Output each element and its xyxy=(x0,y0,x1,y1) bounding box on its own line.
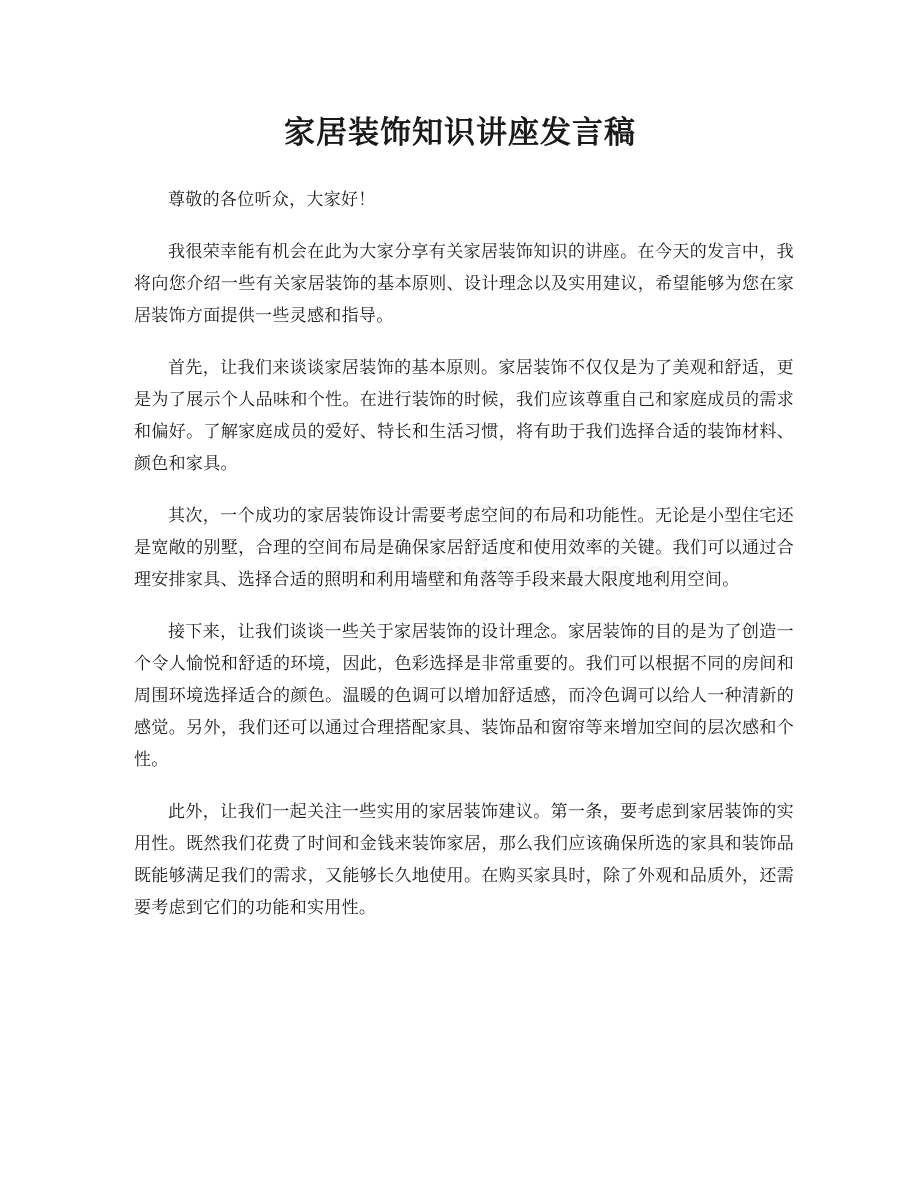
paragraph-practical-advice: 此外，让我们一起关注一些实用的家居装饰建议。第一条，要考虑到家居装饰的实用性。既然我们花费了时间和金钱来装饰家居，那么我们应该确保所选的家具和装饰品既能够满足我们的需求，又能够长久地使用。在购买家具时，除了外观和品质外，还需要考虑到它们的功能和实用性。 xyxy=(134,802,794,918)
paragraph-basic-principles: 首先，让我们来谈谈家居装饰的基本原则。家居装饰不仅仅是为了美观和舒适，更是为了展示个人品味和个性。在进行装饰的时候，我们应该尊重自己和家庭成员的需求和偏好。了解家庭成员的爱好、特长和生活习惯，将有助于我们选择合适的装饰材料、颜色和家具。 xyxy=(134,358,794,474)
paragraph-greeting: 尊敬的各位听众，大家好！ xyxy=(168,190,376,210)
paragraph-design-concept: 接下来，让我们谈谈一些关于家居装饰的设计理念。家居装饰的目的是为了创造一个令人愉悦和舒适的环境，因此，色彩选择是非常重要的。我们可以根据不同的房间和周围环境选择适合的颜色。温暖的色调可以增加舒适感，而冷色调可以给人一种清新的感觉。另外，我们还可以通过合理搭配家具、装饰品和窗帘等来增加空间的层次感和个性。 xyxy=(134,622,794,770)
paragraph-introduction: 我很荣幸能有机会在此为大家分享有关家居装饰知识的讲座。在今天的发言中，我将向您介绍一些有关家居装饰的基本原则、设计理念以及实用建议，希望能够为您在家居装饰方面提供一些灵感和指导。 xyxy=(134,242,794,326)
document-body xyxy=(134,184,794,944)
document-title: 家居装饰知识讲座发言稿 xyxy=(284,115,636,151)
paragraph-space-layout: 其次，一个成功的家居装饰设计需要考虑空间的布局和功能性。无论是小型住宅还是宽敞的别墅，合理的空间布局是确保家居舒适度和使用效率的关键。我们可以通过合理安排家具、选择合适的照明和利用墙壁和角落等手段来最大限度地利用空间。 xyxy=(134,506,794,590)
